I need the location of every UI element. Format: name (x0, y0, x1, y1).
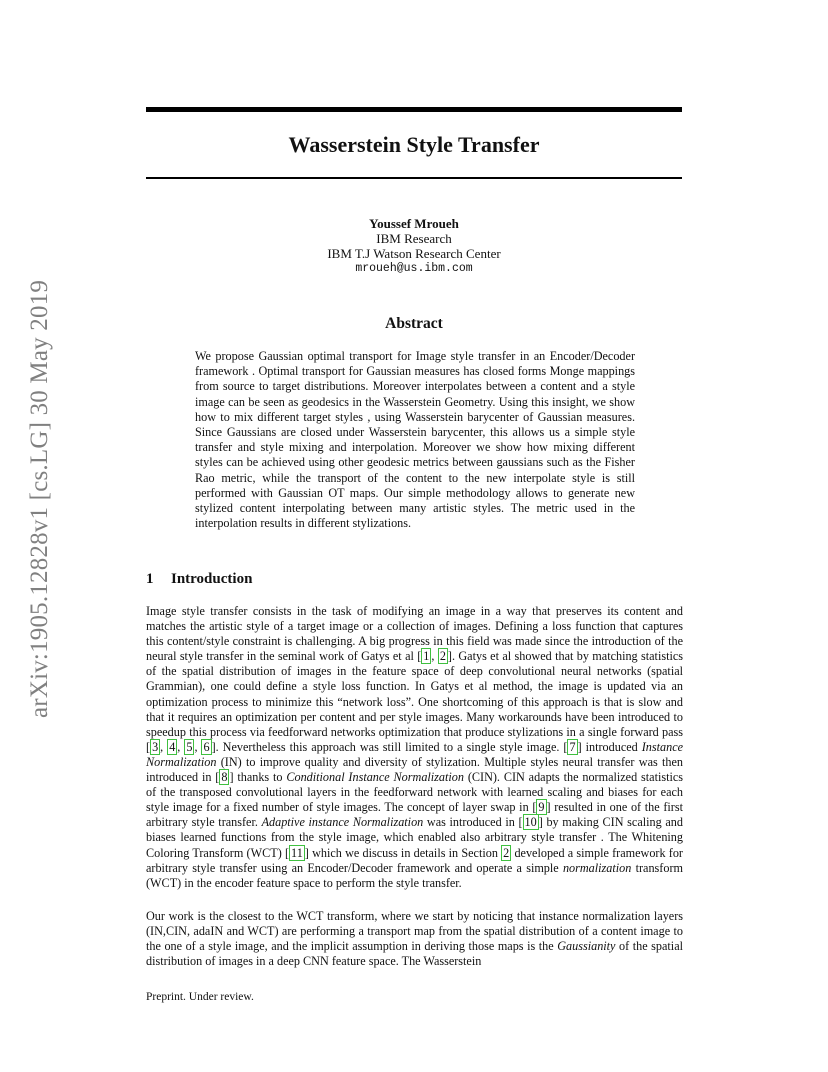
text-run: ] introduced (577, 739, 642, 754)
citation-link[interactable]: 5 (186, 739, 193, 754)
text-run: ]. Gatys et al showed that by matching statistics of the spatial distribution of images in the feature space of deep convolutional neural networks (spatial Grammian), one could define a style loss function. In Gatys et al method, the image is updated via an optimization process to minimize this “network loss”. One shortcoming of this approach is that is slow and that it requires an optimization per content and per style images. Many workarounds have been introduced to speedup this process via feedforward networks optimization that produce stylizations in a single forward pass (146, 649, 684, 739)
emphasis: Adaptive instance Normalization (261, 815, 424, 830)
abstract-heading: Abstract (385, 315, 443, 332)
text-run: ] which we discuss in details in Section (304, 845, 502, 860)
text-run: ] resulted in one of the first arbitrary style transfer. (146, 800, 683, 830)
text-run: developed a simple framework for arbitrary style transfer using an Encoder/Decoder framework and operate a simple (146, 845, 683, 875)
text-run: was introduced in (423, 815, 519, 830)
title-top-rule (146, 107, 682, 112)
text-run: ]. Nevertheless this approach was still limited to a single style image. (211, 739, 564, 754)
text-run: ] by making CIN scaling and biases learned functions from the style image, which enabled also arbitrary style transfer . The Whitening Coloring Transform (WCT) (146, 815, 683, 860)
emphasis: normalization (562, 860, 632, 875)
emphasis: Gaussianity (557, 939, 616, 954)
author-email: mroueh@us.ibm.com (355, 262, 473, 275)
section-number: 1 (146, 571, 154, 587)
citation-link[interactable]: 3 (152, 739, 159, 754)
text-run: (CIN). CIN adapts the normalized statistics of the transposed convolutional layers in the feedforward network with learned scaling and biases for each style image for a fixed number of style images. The concept of layer swap in (146, 770, 684, 815)
emphasis: Conditional Instance Normalization (286, 770, 464, 785)
author-affiliation-1: IBM Research (376, 231, 452, 246)
citation-link[interactable]: 8 (221, 770, 228, 785)
author-name: Youssef Mroueh (369, 216, 459, 231)
text-run: (IN) to improve quality and diversity of stylization. Multiple styles neural transfer was then introduced in (146, 754, 683, 785)
preprint-footer: Preprint. Under review. (146, 991, 254, 1003)
citation-link[interactable]: 10 (524, 815, 537, 830)
author-block (146, 216, 682, 276)
emphasis: Instance Normalization (146, 739, 684, 769)
text-run: Our work is the closest to the WCT transform, where we start by noticing that instance normalization layers (IN,CIN, adaIN and WCT) are performing a transport map from the spatial distribution of a content image to the one of a style image, and the implicit assumption in deriving those maps is the (146, 909, 683, 954)
section-heading (146, 570, 682, 588)
intro-paragraph-2 (146, 909, 683, 969)
citation-link[interactable]: 4 (169, 739, 176, 754)
citation-link[interactable]: 9 (538, 800, 545, 815)
author-affiliation-2: IBM T.J Watson Research Center (327, 246, 501, 261)
citation-link[interactable]: 7 (569, 739, 576, 754)
citation-link[interactable]: 2 (439, 649, 446, 664)
arxiv-identifier-stamp: arXiv:1905.12828v1 [cs.LG] 30 May 2019 (26, 280, 53, 719)
paper-title: Wasserstein Style Transfer (288, 132, 540, 157)
section-link[interactable]: 2 (503, 845, 510, 860)
intro-paragraph-1: Image style transfer consists in the task of modifying an image in a way that preserves its content and matches the artistic style of a target image or a collection of images. Defining a loss function that captures this content/style constraint is challenging. A big progress in this field was made since the introduction of the neural style transfer in the seminal work of Gatys et al [ 1 , 2 ]. Gatys et al showed that by matching statistics of the spatial distribution of images in the feature space of deep convolutional neural networks (spatial Grammian), one could define a style loss function. In Gatys et al method, the image is updated via an optimization process to minimize this “network loss”. One shortcoming of this approach is that is slow and that it requires an optimization per content and per style images. Many workarounds have been introduced to speedup this process via feedforward networks optimization that produce stylizations in a single forward pass [ 3 , 4 , 5 , 6 ]. Nevertheless this approach was still limited to a single style image. [ 7 ] introduced Instance Normalization (IN) to improve quality and diversity of stylization. Multiple styles neural transfer was then introduced in [ 8 ] thanks to Conditional Instance Normalization (CIN). CIN adapts the normalized statistics of the transposed convolutional layers in the feedforward network with learned scaling and biases for each style image for a fixed number of style images. The concept of layer swap in [ 9 ] resulted in one of the first arbitrary style transfer. Adaptive instance Normalization was introduced in [ 10 ] by making CIN scaling and biases learned functions from the style image, which enabled also arbitrary style transfer . The Whitening Coloring Transform (WCT) [ 11 ] which we discuss in details in Section 2 developed a simple framework for arbitrary style transfer using an Encoder/Decoder framework and operate a simple normalization transform (WCT) in the encoder feature space to perform the style transfer. (146, 604, 684, 890)
text-run: Image style transfer consists in the task of modifying an image in a way that preserves its content and matches the artistic style of a target image or a collection of images. Defining a loss function that captures this content/style constraint is challenging. A big progress in this field was made since the introduction of the neural style transfer in the seminal work of Gatys et al (146, 604, 683, 664)
text-run: transform (WCT) in the encoder feature space to perform the style transfer. (146, 860, 683, 890)
citation-link[interactable]: 6 (203, 739, 210, 754)
text-run: of the spatial distribution of images in a deep CNN feature space. The Wasserstein (146, 939, 683, 969)
abstract-text: We propose Gaussian optimal transport for Image style transfer in an Encoder/Decoder framework . Optimal transport for Gaussian measures has closed forms Monge mappings from source to target distributions. Moreover interpolates between a content and a style image can be seen as geodesics in the Wasserstein Geometry. Using this insight, we show how to mix different target styles , using Wasserstein barycenter of Gaussian measures. Since Gaussians are closed under Wasserstein barycenter, this allows us a simple style transfer and style mixing and interpolation. Moreover we show how mixing different styles can be achieved using other geodesic metrics between gaussians such as the Fisher Rao metric, while the transport of the content to the new interpolate style is still performed with Gaussian OT maps. Our simple methodology allows to generate new stylized content interpolating between many artistic styles. The metric used in the interpolation results in different stylizations. (195, 349, 635, 531)
section-title: Introduction (171, 571, 253, 587)
citation-link[interactable]: 11 (291, 845, 303, 860)
title-bottom-rule (146, 177, 682, 179)
text-run: ] thanks to (229, 770, 287, 785)
text-run: , (431, 649, 438, 664)
citation-link[interactable]: 1 (423, 649, 430, 664)
